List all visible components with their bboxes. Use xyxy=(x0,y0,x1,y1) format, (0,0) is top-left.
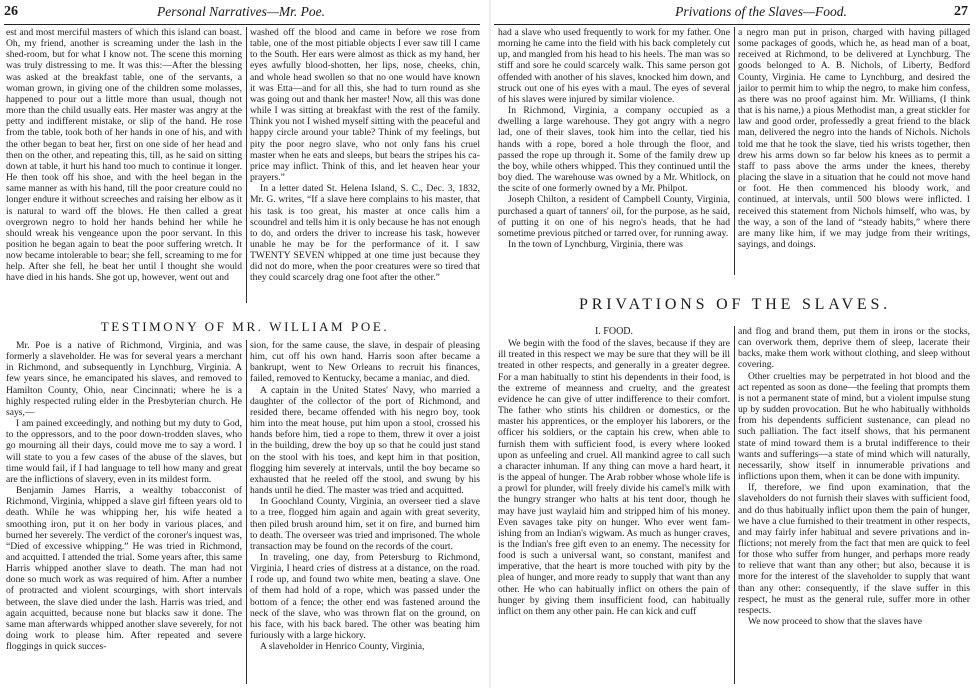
right-page-number: 27 xyxy=(954,4,968,19)
left-top-col-1 xyxy=(6,27,242,304)
paragraph: A slaveholder in Henrico County, Virginia, xyxy=(260,641,425,653)
paragraph: Other cruelties may be perpetrated in hot blood and the act repented as soon as done—the feeling that prompts them is not a permanent state of mind, but a violent impulse stung up by sudden provocation. But he who habitually withholds from his dependents sufficient sustenance, can plead no such palliation. The fact itself shows, that his permanent state of mind toward them is a brutal indifference to their wants and sufferings—a state of mind which will naturally, necessarily, show itself in innumerable privations and inflictions upon them, when it can be done with impunity. xyxy=(738,370,970,483)
paragraph: In the town of Lynchburg, Virginia, there was xyxy=(508,238,684,250)
left-top-col-2 xyxy=(250,27,480,304)
paragraph: In Goochland County, Virginia, an overseer tied a slave to a tree, flogged him again and again with great severity, then piled brush around him, set it on fire, and burned him to death. The overseer was tried and imprisoned. The whole transaction may be found on the records of the court. xyxy=(250,496,480,552)
paragraph: We begin with the food of the slaves, because if they are ill treated in this respect we may be sure that they will be ill treated in other respects, and generally in a greater degree. For a man habitually to stint his dependents in their food, is the extreme of meanness and cruelty, and the greatest evidence he can give of utter indifference to their comfort. The father who stints his children or domestics, or the master his apprentices, or the employer his laborers, or the officer his soldiers, or the captain his crew, when able to furnish them with sufficient food, is every where looked upon as unfeeling and cruel. All mankind agree to call such a character inhuman. If any thing can move a hard heart, it is the appeal of hunger. The Arab robber whose whole life is a prowl for plunder, will freely divide his camel's milk with the hungry stranger who halts at his tent door, though he may have just waylaid him and stripped him of his money. Even savages take pity on hunger. Who ever went famishing from an Indian's wigwam. As much as hunger craves, is the Indian's free gift even to an enemy. The necessity for food is such a universal want, so constant, manifest and imperative, that the heart is more touched with pity by the plea of hunger, and more ready to supply that want than any other. He who can habitually inflict on others the pain of hunger by giving them insufficient food, can habitually inflict on them any other pain. He can kick and cuff xyxy=(498,338,730,617)
paragraph: a negro man put in prison, charged with having pillaged some packages of goods, which he, as head man of a boat, received at Richmond, to be delivered at Lynchburg. The goods belonged to A. B. Nichols, of Liberty, Bedford County, Virginia. He came to Lynchburg, and desired the jailor to permit him to whip the negro, to make him confess, as there was no proof against him. Mr. Williams, (I think that is his name,) a pious Methodist man, a great stickler for law and good order, professedly a great friend to the black man, delivered the negro into the hands of Nichols. Nichols told me that he took the slave, tied his wrists together, then drew his arms down so far below his knees as to permit a staff to pass above the arms under the knees, thereby placing the slave in a situation that he could not move hand or foot. He then commenced his bloody work, and continued, at intervals, until 500 blows were inflicted. I received this statement from Nichols himself, who was, by the way, a son of the land of “steady habits,” where there are many like him, if we may judge from their writings, sayings, and doings. xyxy=(738,27,970,250)
paragraph: Benjamin James Harris, a wealthy tobacconist of Richmond, Virginia, whipped a slave girl fifteen years old to death. While he was whipping her, his wife heated a smoothing iron, put it on her body in various places, and burned her severely. The verdict of the coroner's inquest was, “Died of excessive whipping.” He was tried in Richmond, and acquitted. I attended the trial. Some years after, this same Harris whipped another slave to death. The man had not done so much work as was required of him. After a number of protracted and violent scourgings, with short intervals between, the slave died under the lash. Harris was tried, and again acquitted, because none but blacks saw it done. The same man afterwards whipped another slave severely, for not doing work to please him. After repeated and severe floggings in quick succes- xyxy=(6,485,242,653)
left-page-number: 26 xyxy=(4,4,18,19)
paragraph: I am pained exceedingly, and nothing but my duty to God, to the oppressors, and to the poor down-trodden slaves, who go mourning all their days, could move me to say a word. I will state to you a few cases of the abuse of the slaves, but time would fail, if I had language to tell how many and great are the inflictions of slavery, even in its mildest form. xyxy=(6,418,242,485)
left-running-head xyxy=(4,4,478,24)
left-header-rule xyxy=(4,24,480,25)
right-running-title: Privations of the Slaves—Food. xyxy=(675,4,847,19)
paragraph: A captain in the United States' Navy, who married a daughter of the collector of the port of Richmond, and resided there, became offended with his negro boy, took him into the meat house, put him upon a stool, crossed his hands before him, tied a rope to them, threw it over a joist in the building, drew the boy up so that he could just stand on the stool with his toes, and kept him in that position, flogging him severely at intervals, until the boy became so exhausted that he reeled off the stool, and swung by his hands until he died. The master was tried and acquitted. xyxy=(250,384,480,497)
right-bottom-column-divider xyxy=(734,326,735,684)
paragraph: washed off the blood and came in before we rose from table, one of the most pitiable objects I ever saw till I came to the South. Her ears were almost as thick as my hand, her eyes awfully blood-shotten, her lips, nose, cheeks, chin, and whole head swollen so that no one would have known it was Etta—and for all this, she had to turn round as she was going out and thank her master! Now, all this was done while I was sitting at breakfast with the rest of the family. Think you not I wished myself sitting with the peaceful and happy circle around your table? Think of my feelings, but pity the poor negro slave, who not only fans his cruel master when he eats and sleeps, but bears the stripes his caprice may inflict. Think of this, and let heaven hear your prayers.” xyxy=(250,27,480,184)
right-header-rule xyxy=(494,24,970,25)
paragraph: In a letter dated St. Helena Island, S. C., Dec. 3, 1832, Mr. G. writes, “If a slave here complains to his master, that his task is too great, his master at once calls him a scoundrel and tells him it is only because he has not enough to do, and orders the driver to increase his task, however unable he may be for the performance of it. I saw TWENTY SEVEN whipped at one time just because they did not do more, when the poor creatures were so tired that they could scarcely drag one foot after the other.” xyxy=(250,183,480,284)
right-bottom-col-1 xyxy=(498,326,730,686)
right-top-column-divider xyxy=(734,27,735,275)
left-top-column-divider xyxy=(246,27,247,303)
paragraph: est and most merciful masters of which this island can boast. Oh, my friend, another is screaming under the lash in the shed-room, but for what I know not. The scene this morning was truly distressing to me. It was this:—After the blessing was asked at the breakfast table, one of the servants, a woman grown, in giving one of the children some molasses, happened to pour out a little more than usual, though not more than the child usually eats. Her master was angry at the petty and indifferent mistake, or slip of the hand. He rose from the table, took both of her hands in one of his, and with the other began to beat her, first on one side of her head and then on the other, and repeating this, till, as he said on sitting down at table, it hurt his hand too much to continue it longer. He then took off his shoe, and with the heel began in the same manner as with his hand, till the poor creature could no longer endure it without screeches and raising her elbow as it is natural to ward off the blows. He then called a great overgrown negro to hold her hands behind her while he should wreak his vengeance upon the poor servant. In this position he began again to beat the poor suffering wretch. It now became intolerable to bear; she fell, screaming to me for help. After she fell, he beat her until I thought she would have died in his hands. She got up, however, went out and xyxy=(6,27,242,284)
right-page xyxy=(490,0,980,688)
left-bottom-column-divider xyxy=(246,340,247,684)
right-top-col-2 xyxy=(738,27,970,277)
right-bottom-col-2 xyxy=(738,326,970,686)
right-top-col-1 xyxy=(498,27,730,277)
paragraph: In traveling, one day, from Petersburg to Richmond, Virginia, I heard cries of distress at a distance, on the road. I rode up, and found two white men, beating a slave. One of them had hold of a rope, which was passed under the bottom of a fence; the other end was fastened around the neck of the slave, who was thrown flat on the ground, on his face, with his back bared. The other was beating him furiously with a large hickory. xyxy=(250,551,480,642)
paragraph: Mr. Poe is a native of Richmond, Virginia, and was formerly a slaveholder. He was for several years a merchant in Richmond, and subsequently in Lynchburg, Virginia. A few years since, he emancipated his slaves, and removed to Hamilton County, Ohio, near Cincinnati; where he is a highly respected ruling elder in the Presbyterian church. He says,— xyxy=(6,340,242,418)
paragraph: and flog and brand them, put them in irons or the stocks, can overwork them, deprive them of sleep, lacerate their backs, make them work without clothing, and sleep without covering. xyxy=(738,326,970,371)
paragraph: If, therefore, we find upon examination, that the slaveholders do not furnish their slaves with sufficient food, and do thus habitually inflict upon them the pain of hunger, we have a clue furnished to their treatment in other respects, and may fairly infer habitual and severe privations and inflictions; not merely from the fact that men are quick to feel for those who suffer from hunger, and perhaps more ready to relieve that want than any other; but also, because it is more for the interest of the slaveholder to supply that want than any other: consequently, if the slave suffer in this respect, he must as the general rule, suffer more in other respects. xyxy=(738,482,970,616)
paragraph: Joseph Chilton, a resident of Campbell County, Virginia, purchased a quart of tanners' oil, for the purpose, as he said, of putting it on one of his negro's heads, that he had sometime previous pitched or tarred over, for running away. xyxy=(498,194,730,239)
section-title-poe: TESTIMONY OF MR. WILLIAM POE. xyxy=(100,319,390,334)
section-title-privations: PRIVATIONS OF THE SLAVES. xyxy=(579,296,891,313)
left-bottom-col-1 xyxy=(6,340,242,686)
paragraph: sion, for the same cause, the slave, in despair of pleasing him, cut off his own hand. Harris soon after became a bankrupt, went to New Orleans to recruit his finances, failed, removed to Kentucky, became a maniac, and died. xyxy=(250,340,480,385)
right-running-head xyxy=(494,4,968,24)
left-bottom-col-2 xyxy=(250,340,480,686)
paragraph: In Richmond, Virginia, a company occupied as a dwelling a large warehouse. They got angry with a negro lad, one of their slaves, took him into the cellar, tied his hands with a rope, bored a hole through the floor, and passed the rope up through it. Some of the family drew up the boy, while others whipped. This they continued until the boy died. The warehouse was owned by a Mr. Whitlock, on the scite of one formerly owned by a Mr. Philpot. xyxy=(498,105,730,195)
left-running-title: Personal Narratives—Mr. Poe. xyxy=(157,4,325,19)
paragraph: had a slave who used frequently to work for my father. One morning he came into the field with his back completely cut up, and mangled from his head to his heels. The man was so stiff and sore he could scarcely walk. This same person got offended with another of his slaves, knocked him down, and struck out one of his eyes with a maul. The eyes of several of his slaves were injured by similar violence. xyxy=(498,27,730,105)
subsection-title-food: I. FOOD. xyxy=(594,326,634,337)
paragraph: We now proceed to show that the slaves have xyxy=(748,616,922,628)
